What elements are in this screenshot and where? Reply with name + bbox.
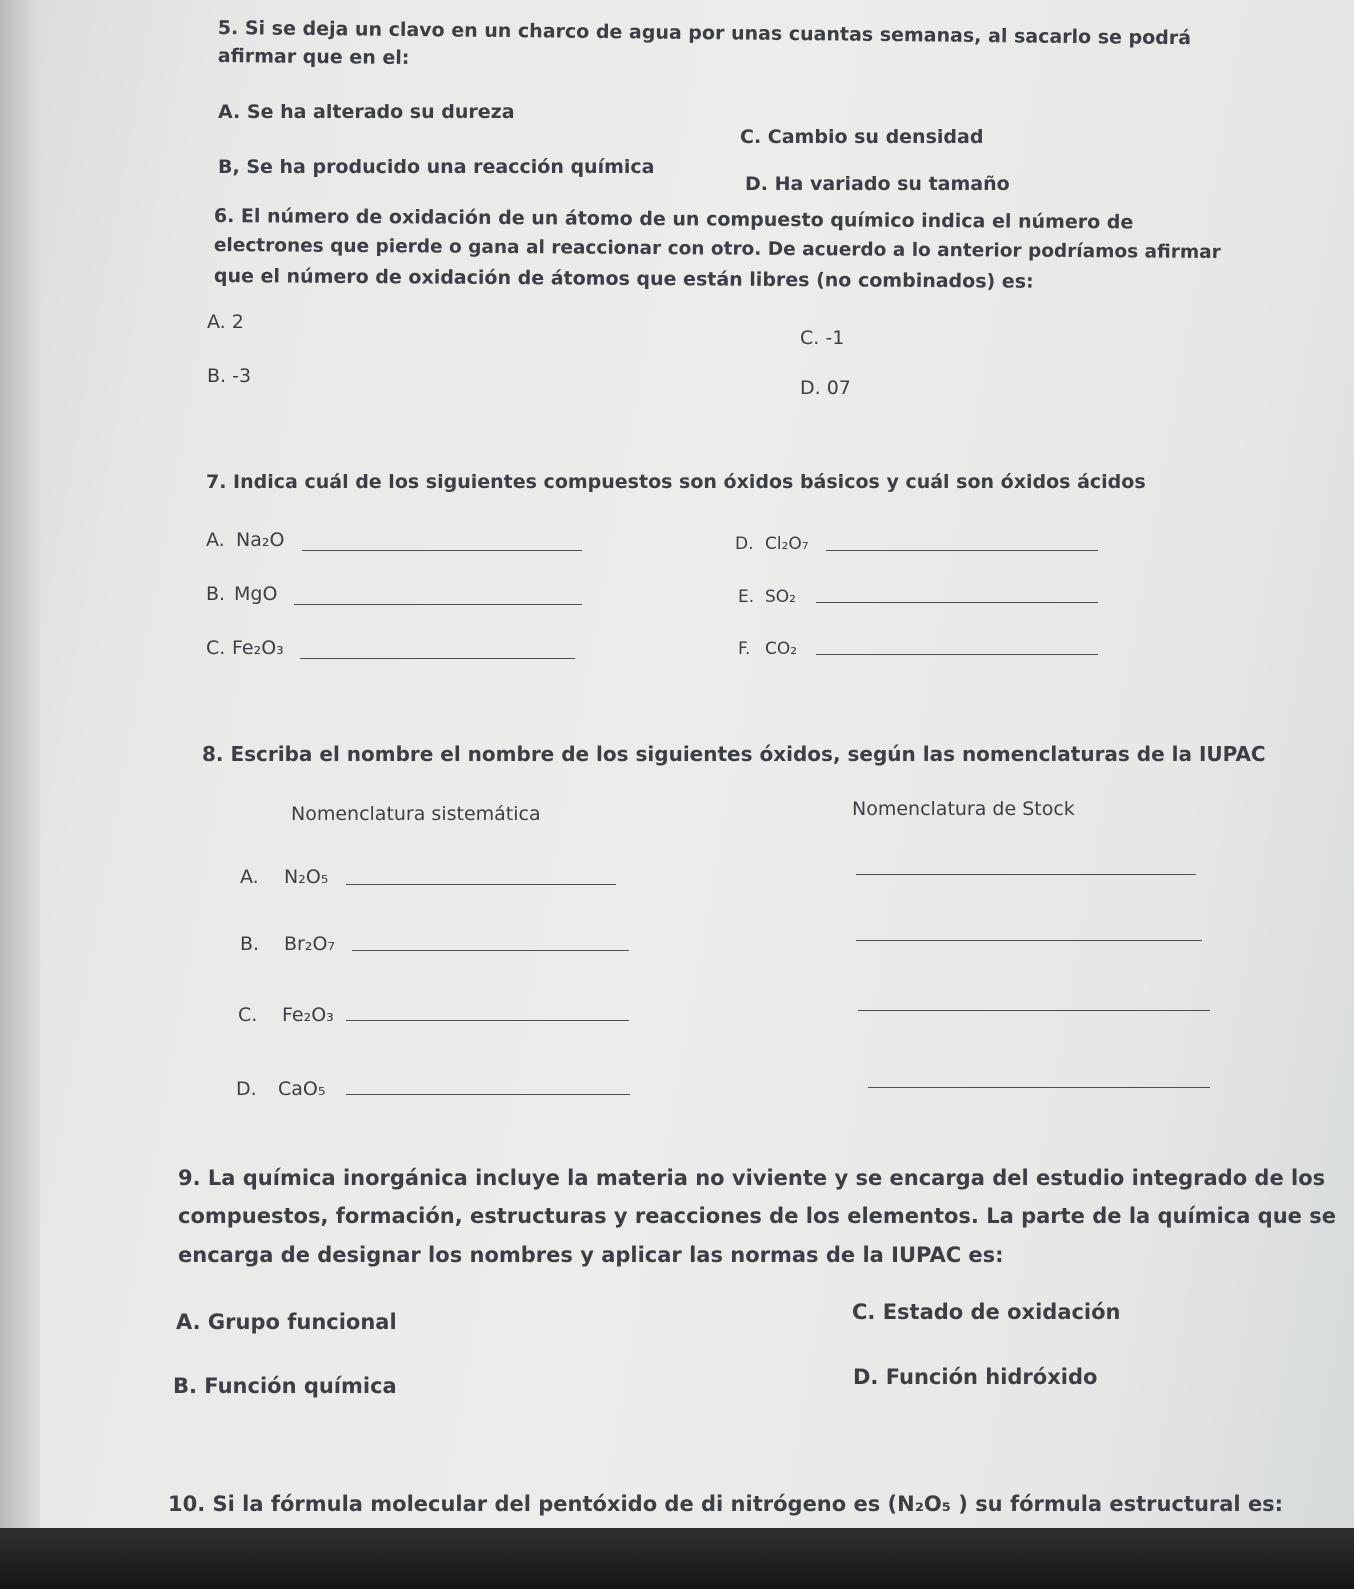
q7-answer-blank-e[interactable]	[816, 602, 1098, 603]
q6-option-a: A. 2	[207, 311, 244, 333]
q7-item-b-formula: MgO	[234, 583, 278, 605]
q8-item-d-formula: CaO₅	[278, 1078, 326, 1100]
q7-item-c-formula: Fe₂O₃	[232, 637, 284, 659]
q7-item-d-letter: D.	[735, 534, 754, 554]
q7-item-a-letter: A.	[206, 529, 225, 551]
q7-item-a-formula: Na₂O	[236, 529, 285, 551]
q9-option-c: C. Estado de oxidación	[852, 1300, 1121, 1324]
q8-stock-blank-c[interactable]	[858, 1010, 1210, 1011]
q7-stem: 7. Indica cuál de los siguientes compuestos son óxidos básicos y cuál son óxidos ácidos	[206, 471, 1146, 493]
q7-answer-blank-f[interactable]	[816, 654, 1098, 655]
q7-answer-blank-b[interactable]	[294, 604, 582, 605]
q5-option-b: B, Se ha producido una reacción química	[218, 156, 655, 178]
q9-stem-line2: compuestos, formación, estructuras y reacciones de los elementos. La parte de la química que se	[178, 1204, 1336, 1228]
q8-stem: 8. Escriba el nombre el nombre de los siguientes óxidos, según las nomenclaturas de la IUPAC	[202, 742, 1266, 766]
q9-stem-line3: encarga de designar los nombres y aplicar las normas de la IUPAC es:	[178, 1243, 1004, 1267]
q8-item-a-formula: N₂O₅	[284, 866, 329, 888]
q8-item-b-formula: Br₂O₇	[284, 933, 336, 955]
q8-item-b-letter: B.	[240, 933, 260, 955]
q7-answer-blank-a[interactable]	[302, 550, 582, 551]
q8-stock-blank-b[interactable]	[856, 940, 1202, 941]
q6-option-d: D. 07	[800, 377, 851, 399]
q6-stem-line1: 6. El número de oxidación de un átomo de un compuesto químico indica el número de	[213, 204, 1134, 234]
q7-item-c-letter: C.	[206, 637, 226, 659]
q7-item-b-letter: B.	[206, 583, 226, 605]
page-edge-shadow	[0, 0, 40, 1589]
q5-stem-line2: afirmar que en el:	[217, 44, 410, 70]
q8-systematic-blank-b[interactable]	[352, 950, 629, 951]
q6-stem-line2: electrones que pierde o gana al reaccionar con otro. De acuerdo a lo anterior podríamos afirmar	[213, 234, 1221, 264]
q7-item-e-letter: E.	[738, 587, 755, 607]
q7-answer-blank-d[interactable]	[826, 550, 1098, 551]
q8-item-a-letter: A.	[240, 866, 259, 888]
q5-option-a: A. Se ha alterado su dureza	[218, 101, 515, 123]
q8-systematic-blank-d[interactable]	[346, 1094, 630, 1095]
q8-item-c-letter: C.	[238, 1004, 258, 1026]
q5-stem-line1: 5. Si se deja un clavo en un charco de agua por unas cuantas semanas, al sacarlo se podrá	[217, 16, 1192, 50]
q5-option-c: C. Cambio su densidad	[740, 126, 984, 148]
q7-item-f-letter: F.	[738, 639, 751, 659]
q9-option-d: D. Función hidróxido	[853, 1365, 1098, 1389]
q8-systematic-blank-c[interactable]	[346, 1020, 629, 1021]
q8-column-header-stock: Nomenclatura de Stock	[852, 798, 1075, 820]
q6-option-c: C. -1	[800, 327, 845, 349]
q8-systematic-blank-a[interactable]	[346, 884, 616, 885]
q6-option-b: B. -3	[207, 365, 252, 387]
q8-column-header-systematic: Nomenclatura sistemática	[291, 803, 541, 825]
q9-stem-line1: 9. La química inorgánica incluye la materia no viviente y se encarga del estudio integrado de los	[178, 1166, 1326, 1190]
q9-option-a: A. Grupo funcional	[176, 1310, 397, 1334]
q9-option-b: B. Función química	[173, 1374, 397, 1398]
q7-item-d-formula: Cl₂O₇	[765, 534, 809, 554]
dark-surface-below-page	[0, 1528, 1354, 1589]
q6-stem-line3: que el número de oxidación de átomos que están libres (no combinados) es:	[213, 264, 1034, 293]
q5-option-d: D. Ha variado su tamaño	[745, 173, 1010, 195]
q7-item-f-formula: CO₂	[765, 639, 798, 659]
q8-item-d-letter: D.	[236, 1078, 257, 1100]
q8-stock-blank-d[interactable]	[868, 1087, 1210, 1088]
q7-item-e-formula: SO₂	[765, 587, 796, 607]
q7-answer-blank-c[interactable]	[300, 658, 575, 659]
q8-stock-blank-a[interactable]	[856, 874, 1196, 875]
q8-item-c-formula: Fe₂O₃	[282, 1004, 334, 1026]
q10-stem: 10. Si la fórmula molecular del pentóxido de di nitrógeno es (N₂O₅ ) su fórmula estructural es:	[168, 1492, 1284, 1516]
